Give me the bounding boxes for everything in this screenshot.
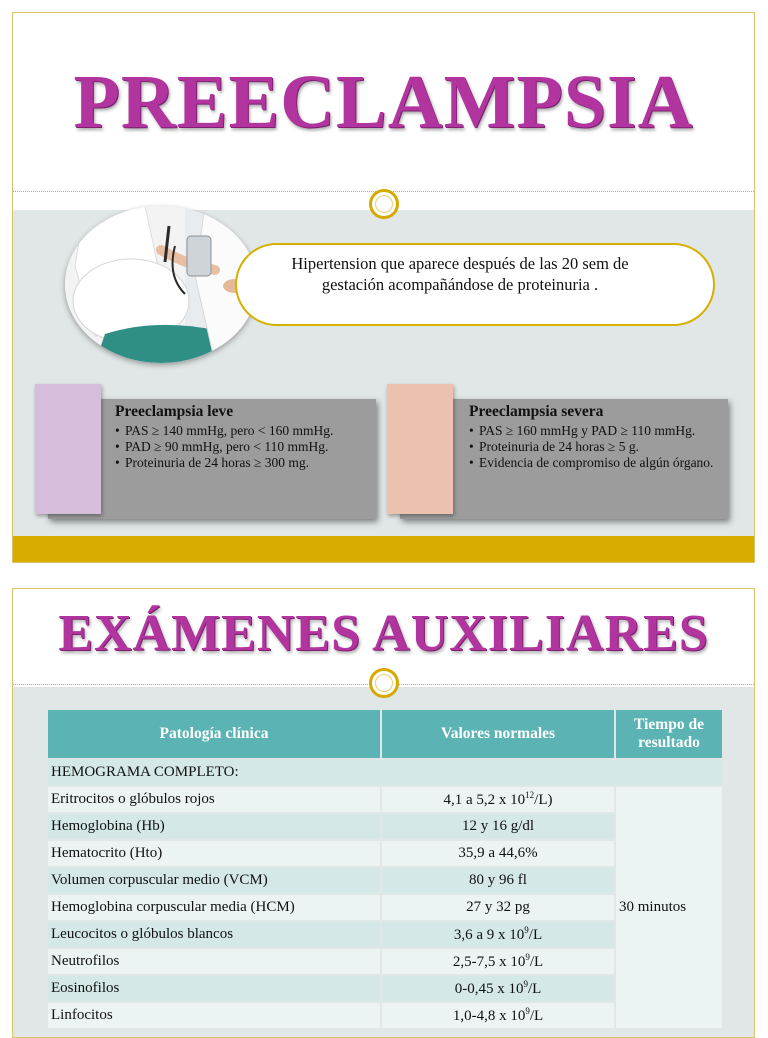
exam-value: 35,9 a 44,6% (382, 841, 614, 866)
criteria-list (115, 424, 365, 470)
slide-title: EXÁMENES AUXILIARES (58, 605, 709, 662)
blood-pressure-photo-illustration (65, 206, 257, 363)
card-leve-tab (35, 384, 101, 514)
exam-name: Volumen corpuscular medio (VCM) (48, 868, 380, 893)
exam-value: 2,5-7,5 x $10^9/L$ (382, 949, 614, 974)
exam-name: Hematocrito (Hto) (48, 841, 380, 866)
slide-examenes-auxiliares (12, 588, 755, 1038)
table-row (48, 787, 722, 812)
criterion-item: • Proteinuria de 24 horas ≥ 300 mg. (115, 456, 365, 470)
criterion-item: • PAD ≥ 90 mmHg, pero < 110 mmHg. (115, 440, 365, 454)
slide-preeclampsia (12, 12, 755, 563)
exam-value: 80 y 96 fl (382, 868, 614, 893)
criterion-item: • Evidencia de compromiso de algún órgano. (469, 456, 719, 470)
exam-name: Linfocitos (48, 1003, 380, 1028)
definition-text: Hipertension que aparece después de las 20 sem de gestación acompañándose de proteinuria . (291, 254, 629, 294)
pregnant-woman-photo (65, 206, 257, 363)
criterion-item: • Proteinuria de 24 horas ≥ 5 g. (469, 440, 719, 454)
ring-ornament (369, 189, 399, 219)
section-label: HEMOGRAMA COMPLETO: (48, 760, 722, 785)
exam-name: Neutrofilos (48, 949, 380, 974)
slide-title: PREECLAMPSIA (73, 60, 694, 144)
card-severa-tab (387, 384, 453, 514)
card-preeclampsia-leve (115, 403, 365, 472)
exam-name: Eosinofilos (48, 976, 380, 1001)
ring-ornament (369, 668, 399, 698)
exam-value: 4,1 a 5,2 x $10^{12}/L$) (382, 787, 614, 812)
exam-value: 0-0,45 x $10^9/L$ (382, 976, 614, 1001)
lab-values-table (46, 708, 724, 1030)
header-tiempo: Tiempo de resultado (616, 710, 722, 758)
exam-value: 27 y 32 pg (382, 895, 614, 920)
criteria-list (469, 424, 719, 470)
exam-name: Leucocitos o glóbulos blancos (48, 922, 380, 947)
criterion-item: • PAS ≥ 160 mmHg y PAD ≥ 110 mmHg. (469, 424, 719, 438)
exam-name: Hemoglobina (Hb) (48, 814, 380, 839)
exam-value: 12 y 16 g/dl (382, 814, 614, 839)
exam-name: Eritrocitos o glóbulos rojos (48, 787, 380, 812)
table-header-row (48, 710, 722, 758)
exam-name: Hemoglobina corpuscular media (HCM) (48, 895, 380, 920)
header-patologia: Patología clínica (48, 710, 380, 758)
card-title: Preeclampsia severa (469, 403, 604, 420)
table-section-row (48, 760, 722, 785)
exam-value: 1,0-4,8 x $10^9/L$ (382, 1003, 614, 1028)
header-valores: Valores normales (382, 710, 614, 758)
card-preeclampsia-severa (469, 403, 719, 472)
footer-bar (13, 536, 754, 562)
exam-value: 3,6 a 9 x $10^9/L$ (382, 922, 614, 947)
result-time: 30 minutos (616, 787, 722, 1028)
criterion-item: • PAS ≥ 140 mmHg, pero < 160 mmHg. (115, 424, 365, 438)
card-title: Preeclampsia leve (115, 403, 234, 420)
